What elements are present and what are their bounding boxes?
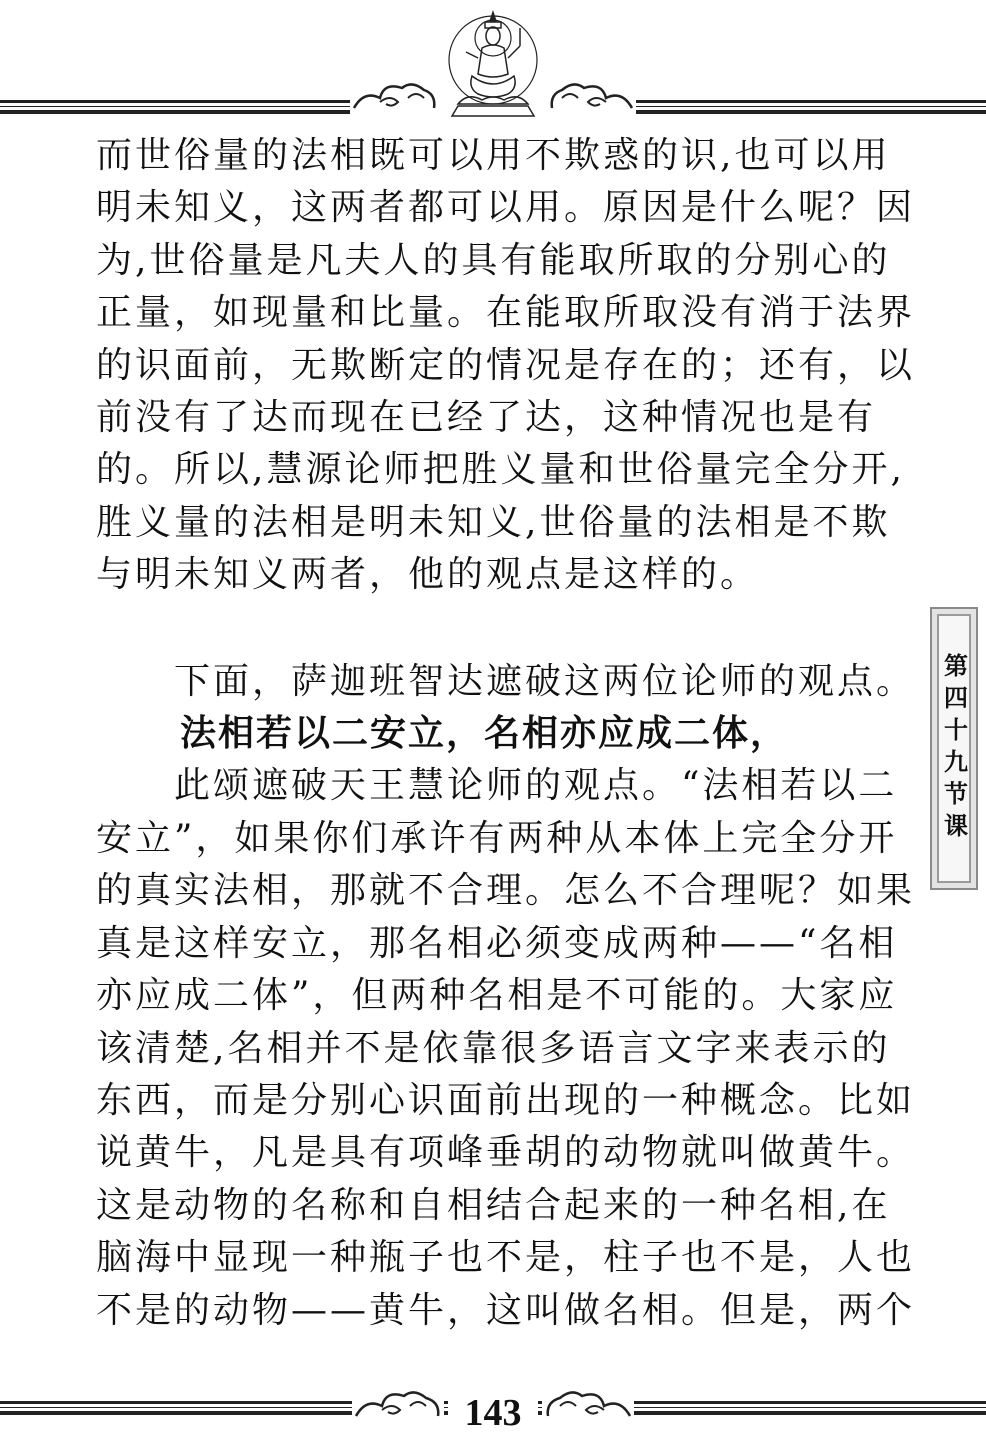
text-line: 真是这样安立，那名相必须变成两种——“名相: [96, 922, 898, 964]
right-cloud-icon: [546, 78, 636, 114]
page-footer: [0, 1380, 986, 1443]
page-number: 143: [448, 1388, 538, 1438]
text-line: 与明未知义两者，他的观点是这样的。: [96, 554, 760, 596]
text-line: 脑海中显现一种瓶子也不是，柱子也不是，人也: [96, 1237, 916, 1279]
text-line: 而世俗量的法相既可以用不欺惑的识,也可以用: [96, 135, 891, 176]
text-line: 明未知义，这两者都可以用。原因是什么呢？因: [96, 187, 916, 229]
text-line: 亦应成二体”，但两种名相是不可能的。大家应: [96, 975, 898, 1017]
text-line: 为,世俗量是凡夫人的具有能取所取的分别心的: [96, 239, 891, 281]
verse-line: 法相若以二安立，名相亦应成二体，: [180, 713, 789, 755]
padmasambhava-figure-icon: [438, 8, 548, 118]
text-line: 的识面前，无欺断定的情况是存在的；还有，以: [96, 344, 916, 386]
text-line: 正量，如现量和比量。在能取所取没有消于法界: [96, 292, 916, 334]
paragraph-gap: [96, 602, 896, 656]
text-line: 的真实法相，那就不合理。怎么不合理呢？如果: [96, 870, 916, 912]
intro-line: 下面，萨迦班智达遮破这两位论师的观点。: [174, 660, 916, 702]
chapter-tab-label: 第四十九节课: [937, 614, 971, 883]
text-line: 不是的动物——黄牛，这叫做名相。但是，两个: [96, 1289, 916, 1331]
text-line: 该清楚,名相并不是依靠很多语言文字来表示的: [96, 1027, 891, 1069]
chapter-side-tab: [930, 607, 978, 890]
text-line: 胜义量的法相是明未知义,世俗量的法相是不欺: [96, 501, 891, 543]
text-line: 的。所以,慧源论师把胜义量和世俗量完全分开,: [96, 449, 905, 491]
left-cloud-icon: [352, 1386, 444, 1422]
left-cloud-icon: [350, 78, 440, 114]
main-text: [96, 130, 916, 1337]
right-cloud-icon: [542, 1386, 634, 1422]
text-line: 安立”，如果你们承许有两种从本体上完全分开: [96, 817, 898, 859]
text-line: 前没有了达而现在已经了达，这种情况也是有: [96, 397, 877, 439]
text-line: 东西，而是分别心识面前出现的一种概念。比如: [96, 1079, 916, 1121]
text-line: 此颂遮破天王慧论师的观点。“法相若以二: [174, 765, 898, 807]
text-line: 说黄牛，凡是具有项峰垂胡的动物就叫做黄牛。: [96, 1132, 916, 1174]
text-line: 这是动物的名称和自相结合起来的一种名相,在: [96, 1184, 891, 1226]
page-header: [0, 0, 986, 122]
